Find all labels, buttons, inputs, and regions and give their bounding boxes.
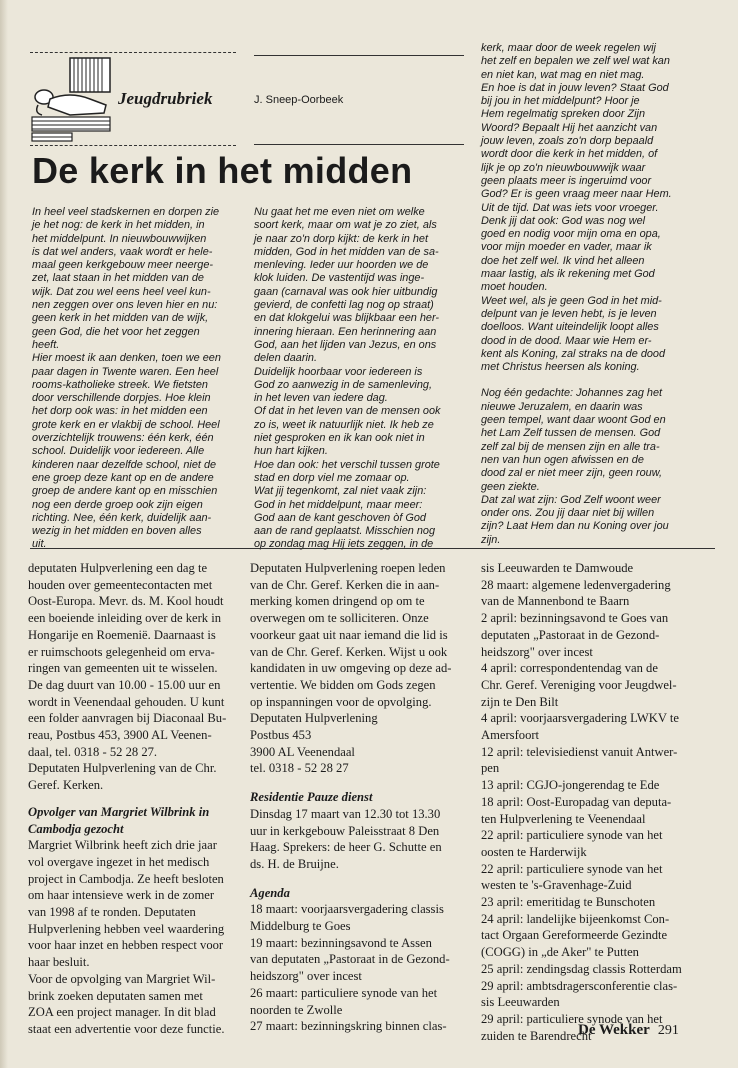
spacer bbox=[250, 777, 466, 789]
text-line: staat een advertentie voor deze functie. bbox=[28, 1021, 225, 1036]
text-line: het middelpunt. In nieuwbouwwijken bbox=[32, 232, 207, 245]
text-line: oosten te Harderwijk bbox=[481, 844, 587, 859]
text-line: 22 april: particuliere synode van het bbox=[481, 861, 663, 876]
text-line: van de Chr. Geref. Kerken die in aan- bbox=[250, 577, 440, 592]
text-line: het Lam Zelf tussen de mensen. God bbox=[481, 427, 661, 440]
text-line: Of dat in het leven van de mensen ook bbox=[254, 405, 441, 418]
text-line: je naar zo'n dorp kijkt: de kerk in het bbox=[254, 232, 429, 245]
text-line: uur in kerkgebouw Paleisstraat 8 Den bbox=[250, 823, 440, 838]
text-line: Haag. Sprekers: de heer G. Schutte en bbox=[250, 840, 442, 855]
text-line: sis Leeuwarden bbox=[481, 995, 560, 1010]
text-line: sis Leeuwarden te Damwoude bbox=[481, 561, 634, 575]
text-line: kent als Koning, zal straks na de dood bbox=[481, 347, 666, 360]
article-column-3 bbox=[481, 42, 703, 547]
text-line: van 1998 af te ronden. Deputaten bbox=[28, 905, 196, 920]
text-line: brink zoeken deputaten samen met bbox=[28, 988, 203, 1003]
text-line: houden over gemeentecontacten met bbox=[28, 577, 213, 592]
text-line: delpunt van je leven hebt, is je leven bbox=[481, 307, 657, 320]
text-line: nog een derde groep ook zijn eigen bbox=[32, 498, 203, 511]
text-line: 4 april: voorjaarsvergadering LWKV te bbox=[481, 711, 679, 726]
text-line: stad en dorp viel me zomaar op. bbox=[254, 471, 410, 484]
text-line: moet houden. bbox=[481, 281, 548, 294]
text-line: Weet wel, als je geen God in het mid- bbox=[481, 294, 662, 307]
news-column-3 bbox=[481, 560, 703, 1044]
text-line: Duidelijk hoorbaar voor iedereen is bbox=[254, 365, 423, 378]
text-line: 4 april: correspondentendag van de bbox=[481, 661, 658, 676]
text-line: Deputaten Hulpverlening roepen leden bbox=[250, 561, 446, 575]
text-line: noorden te Zwolle bbox=[250, 1002, 343, 1017]
text-line: God? Er is geen vraag meer naar Hem. bbox=[481, 188, 672, 201]
text-line: 29 april: particuliere synode van het bbox=[481, 1011, 663, 1026]
text-line: 29 april: ambtsdragersconferentie clas- bbox=[481, 978, 678, 993]
text-line: midden, God in het midden van de sa- bbox=[254, 245, 439, 258]
text-line: maar lastig, als ik rekening met God bbox=[481, 268, 655, 281]
text-line: kandidaten in uw omgeving op deze ad- bbox=[250, 661, 452, 676]
text-line: westen te 's-Gravenhage-Zuid bbox=[481, 878, 632, 893]
text-line: een folder aanvragen bij Diaconaal Bu- bbox=[28, 711, 227, 726]
text-line: bij jou in het middelpunt? Hoor je bbox=[481, 95, 640, 108]
page-number: 291 bbox=[657, 1023, 679, 1038]
text-line: dood in de dood. Maar wie Hem er- bbox=[481, 334, 652, 347]
text-line: En hoe is dat in jouw leven? Staat God bbox=[481, 81, 669, 94]
text-line: Margriet Wilbrink heeft zich drie jaar bbox=[28, 838, 217, 853]
text-line: ene groep deze kant op en de andere bbox=[32, 471, 214, 484]
text-line: Uit de tijd. Dat was iets voor vroeger. bbox=[481, 201, 659, 214]
text-line: 12 april: televisiedienst vanuit Antwer- bbox=[481, 744, 678, 759]
text-line: 23 april: emeritidag te Bunschoten bbox=[481, 895, 656, 910]
text-line: heeft. bbox=[32, 338, 60, 351]
text-line: groep de andere kant op en misschien bbox=[32, 485, 218, 498]
text-line: nen van hun ogen afwissen en de bbox=[481, 453, 644, 466]
text-line: Dat zal wat zijn: God Zelf woont weer bbox=[481, 493, 661, 506]
text-line: hun hart kijken. bbox=[254, 445, 328, 458]
text-line: 3900 AL Veenendaal bbox=[250, 744, 355, 759]
news-column-2 bbox=[250, 560, 466, 1035]
text-line: geen ziekte. bbox=[481, 480, 540, 493]
text-line: heidszorg" over incest bbox=[250, 969, 362, 984]
text-line: er ruimschoots gelegenheid om erva- bbox=[28, 644, 215, 659]
text-line: Hier moest ik aan denken, toen we een bbox=[32, 352, 221, 365]
text-line: doe het zelf wel. Ik vind het alleen bbox=[481, 254, 645, 267]
text-line: 24 april: landelijke bijeenkomst Con- bbox=[481, 911, 670, 926]
text-line: je het nog: de kerk in het midden, in bbox=[32, 219, 205, 232]
text-line: jouw leven, zoals zo'n dorp bepaald bbox=[481, 135, 654, 148]
text-line: klok luiden. De vastentijd was inge- bbox=[254, 272, 425, 285]
text-line: zo is, weet ik natuurlijk niet. Ik heb ze bbox=[254, 418, 434, 431]
jeugdrubriek-illustration bbox=[30, 55, 114, 145]
text-line: geen God, die het voor het zeggen bbox=[32, 325, 200, 338]
text-line: op inspanningen voor de opvolging. bbox=[250, 694, 432, 709]
text-line: nen zeggen over ons leven hier en nu: bbox=[32, 299, 218, 312]
text-line: onder ons. Zou jij daar niet bij willen bbox=[481, 507, 655, 520]
text-line: van deputaten „Pastoraat in de Gezond- bbox=[250, 952, 450, 967]
text-line: delen daarin. bbox=[254, 352, 317, 365]
text-line: reau, Postbus 453, 3900 AL Veenen- bbox=[28, 728, 212, 743]
text-line: Oost-Europa. Mevr. ds. M. Kool houdt bbox=[28, 594, 224, 609]
text-line: paar dagen in Twente waren. Een heel bbox=[32, 365, 219, 378]
text-line: lijk je op zo'n nieuwbouwwijk waar bbox=[481, 161, 646, 174]
text-line: tact Orgaan Gereformeerde Gezindte bbox=[481, 928, 668, 943]
text-line: 27 maart: bezinningskring binnen clas- bbox=[250, 1019, 447, 1034]
text-line: Deputaten Hulpverlening van de Chr. bbox=[28, 761, 217, 776]
article-column-1 bbox=[32, 206, 244, 552]
text-line: voorkeur gaat uit naar iemand die lid is bbox=[250, 627, 448, 642]
header-rule-top bbox=[254, 55, 464, 56]
text-line: Geref. Kerken. bbox=[28, 778, 104, 793]
spacer bbox=[250, 873, 466, 885]
text-line: daal, tel. 0318 - 52 28 27. bbox=[28, 744, 158, 759]
text-line: God aan de kant geschoven òf God bbox=[254, 511, 426, 524]
text-line: zijn? Laat Hem dan nu Koning over jou bbox=[481, 520, 669, 533]
text-line: 19 maart: bezinningsavond te Assen bbox=[250, 935, 432, 950]
text-line: zuiden te Barendrecht bbox=[481, 1028, 592, 1043]
text-line: 18 maart: voorjaarsvergadering classis bbox=[250, 902, 444, 917]
news-heading: Cambodja gezocht bbox=[28, 821, 124, 836]
text-line: Hongarije en Roemenië. Daarnaast is bbox=[28, 627, 216, 642]
text-line: en dat klokgelui was blijkbaar een her- bbox=[254, 312, 440, 325]
text-line: wordt door die kerk in het midden, of bbox=[481, 148, 658, 161]
text-line: wezig in het midden en boven alles bbox=[32, 525, 202, 538]
text-line: Wat jij tegenkomt, zal niet vaak zijn: bbox=[254, 485, 427, 498]
text-line: aan de rand geplaatst. Misschien nog bbox=[254, 525, 436, 538]
text-line: goed en nodig voor mijn oma en opa, bbox=[481, 228, 661, 241]
header-rule-bottom bbox=[254, 144, 464, 145]
news-column-1 bbox=[28, 560, 242, 1038]
text-line: soort kerk, maar om wat je zo ziet, als bbox=[254, 219, 437, 232]
text-line: haar besluit. bbox=[28, 955, 90, 970]
text-line: deputaten „Pastoraat in de Gezond- bbox=[481, 627, 660, 642]
text-line: overwegen om te solliciteren. Onze bbox=[250, 611, 429, 626]
text-line: is dat wel anders, vaak wordt er hele- bbox=[32, 245, 213, 258]
text-line: dood zal er niet meer zijn, geen rouw, bbox=[481, 467, 663, 480]
text-line: ds. H. de Bruijne. bbox=[250, 856, 339, 871]
text-line: wijk. Dat zou wel eens heel veel kun- bbox=[32, 285, 211, 298]
text-line: niet gesproken en ik kan ook niet in bbox=[254, 432, 425, 445]
text-line: vol overgave ingezet in het medisch bbox=[28, 854, 210, 869]
text-line: uit. bbox=[32, 538, 47, 551]
text-line: gevierd, de confetti lag nog op straat) bbox=[254, 299, 434, 312]
text-line: 22 april: particuliere synode van het bbox=[481, 828, 663, 843]
text-line: In heel veel stadskernen en dorpen zie bbox=[32, 206, 220, 218]
text-line: De dag duurt van 10.00 - 15.00 uur en bbox=[28, 677, 221, 692]
text-line: kerk, maar door de week regelen wij bbox=[481, 42, 656, 54]
text-line: een boeiende inleiding over de kerk in bbox=[28, 611, 222, 626]
text-line: maal geen kerkgebouw meer neerge- bbox=[32, 259, 214, 272]
text-line: om haar intensieve werk in de zomer bbox=[28, 888, 215, 903]
header-dashed-rule-bottom bbox=[30, 145, 236, 146]
author-name: J. Sneep-Oorbeek bbox=[254, 94, 344, 106]
text-line: menleving. Ieder uur hoorden we de bbox=[254, 259, 429, 272]
text-line: gaan (carnaval was ook hier uitbundig bbox=[254, 285, 438, 298]
text-line: Denk jij dat ook: God was nog wel bbox=[481, 214, 646, 227]
text-line: nieuwe Jeruzalem, en daarin was bbox=[481, 400, 643, 413]
text-line: geen kerk in het midden van de wijk, bbox=[32, 312, 209, 325]
text-line: 28 maart: algemene ledenvergadering bbox=[481, 577, 671, 592]
text-line: God zo aanwezig in de samenleving, bbox=[254, 378, 432, 391]
text-line: geen plaats meer is ingeruimd voor bbox=[481, 174, 652, 187]
article-bottom-rule bbox=[30, 548, 715, 549]
spacer bbox=[28, 794, 242, 804]
text-line: 26 maart: particuliere synode van het bbox=[250, 985, 438, 1000]
text-line: Nu gaat het me even niet om welke bbox=[254, 206, 425, 218]
text-line: Dinsdag 17 maart van 12.30 tot 13.30 bbox=[250, 806, 441, 821]
text-line: grote kerk en er vlakbij de school. Heel bbox=[32, 418, 220, 431]
text-line: en niet kan, wat mag en niet mag. bbox=[481, 68, 645, 81]
text-line: richting. Nee, één kerk, duidelijk aan- bbox=[32, 511, 212, 524]
text-line: God in het middelpunt, maar meer: bbox=[254, 498, 423, 511]
header-dashed-rule-top bbox=[30, 52, 236, 53]
text-line: Hem regelmatig spreken door Zijn bbox=[481, 108, 646, 121]
text-line: Chr. Geref. Vereniging voor Jeugdwel- bbox=[481, 677, 677, 692]
text-line: 2 april: bezinningsavond te Goes van bbox=[481, 611, 669, 626]
news-heading: Opvolger van Margriet Wilbrink in bbox=[28, 804, 210, 819]
text-line: op zondag mag Hij iets zeggen, in de bbox=[254, 538, 434, 551]
text-line: zijn te Den Bilt bbox=[481, 694, 559, 709]
text-line: ZOA een project manager. In dit blad bbox=[28, 1005, 216, 1020]
article-column-2 bbox=[254, 206, 468, 552]
page-edge-shadow bbox=[0, 0, 8, 1068]
text-line: voor haar inzet en hebben respect voor bbox=[28, 938, 224, 953]
text-line: 25 april: zendingsdag classis Rotterdam bbox=[481, 961, 682, 976]
text-line: Hulpverlening hebben veel waardering bbox=[28, 921, 225, 936]
text-line: geen tempel, want daar woont God en bbox=[481, 414, 666, 427]
text-line: in het leven van iedere dag. bbox=[254, 392, 388, 405]
text-line: rooms-katholieke streek. We fietsten bbox=[32, 378, 208, 391]
text-line: Hoe dan ook: het verschil tussen grote bbox=[254, 458, 440, 471]
text-line: voor mijn moeder en vader, maar ik bbox=[481, 241, 652, 254]
text-line: school. Duidelijk voor iedereen. Alle bbox=[32, 445, 205, 458]
text-line: met Christus heersen als koning. bbox=[481, 361, 640, 374]
page-footer bbox=[578, 1022, 679, 1039]
text-line: zelf zal bij de mensen zijn en alle tra- bbox=[481, 440, 660, 453]
text-line: Woord? Bepaalt Hij het aanzicht van bbox=[481, 121, 658, 134]
text-line: zijn. bbox=[481, 533, 501, 546]
text-line: (COGG) in „de Aker" te Putten bbox=[481, 945, 639, 960]
text-line: vertentie. We bidden om Gods zegen bbox=[250, 677, 436, 692]
text-line: God, aan het lijden van Jezus, en ons bbox=[254, 338, 437, 351]
text-line: van de Mannenbond te Baarn bbox=[481, 594, 630, 609]
text-line: deputaten Hulpverlening een dag te bbox=[28, 561, 208, 575]
text-line: merking komen dringend op om te bbox=[250, 594, 425, 609]
text-line: wordt in Veenendaal gehouden. U kunt bbox=[28, 694, 225, 709]
text-line: van de Chr. Geref. Kerken. Wijst u ook bbox=[250, 644, 448, 659]
text-line: Postbus 453 bbox=[250, 728, 312, 743]
text-line: pen bbox=[481, 761, 500, 776]
text-line: 13 april: CGJO-jongerendag te Ede bbox=[481, 778, 660, 793]
text-line: het zelf en bepalen we zelf wel wat kan bbox=[481, 55, 670, 68]
article-title: De kerk in het midden bbox=[32, 150, 413, 191]
text-line: kinderen naar dezelfde school, niet de bbox=[32, 458, 217, 471]
text-line: Deputaten Hulpverlening bbox=[250, 711, 378, 726]
text-line: ringen van gemeenten uit te wisselen. bbox=[28, 661, 218, 676]
text-line: Amersfoort bbox=[481, 728, 540, 743]
news-heading: Residentie Pauze dienst bbox=[250, 790, 373, 805]
text-line: tel. 0318 - 52 28 27 bbox=[250, 761, 349, 776]
magazine-name: De Wekker bbox=[578, 1022, 650, 1038]
text-line: het dorp ook was: in het midden een bbox=[32, 405, 208, 418]
text-line: project in Cambodja. Ze heeft besloten bbox=[28, 871, 224, 886]
text-line: doelloos. Want uiteindelijk loopt alles bbox=[481, 321, 659, 334]
text-line: 18 april: Oost-Europadag van deputa- bbox=[481, 794, 672, 809]
text-line: door verschillende dorpjes. Hoe klein bbox=[32, 392, 211, 405]
text-line: Nog één gedachte: Johannes zag het bbox=[481, 387, 663, 400]
text-line: heidszorg" over incest bbox=[481, 644, 593, 659]
section-label: Jeugdrubriek bbox=[118, 89, 213, 108]
text-line: Middelburg te Goes bbox=[250, 919, 351, 934]
news-heading: Agenda bbox=[250, 885, 290, 900]
text-line: Voor de opvolging van Margriet Wil- bbox=[28, 971, 216, 986]
text-line: innering hieraan. Een herinnering aan bbox=[254, 325, 437, 338]
text-line: zet, laat staan in het midden van de bbox=[32, 272, 204, 285]
text-line: ten Hulpverlening te Veenendaal bbox=[481, 811, 646, 826]
text-line: overzichtelijk trouwens: één kerk, één bbox=[32, 432, 214, 445]
spacer bbox=[481, 374, 703, 387]
